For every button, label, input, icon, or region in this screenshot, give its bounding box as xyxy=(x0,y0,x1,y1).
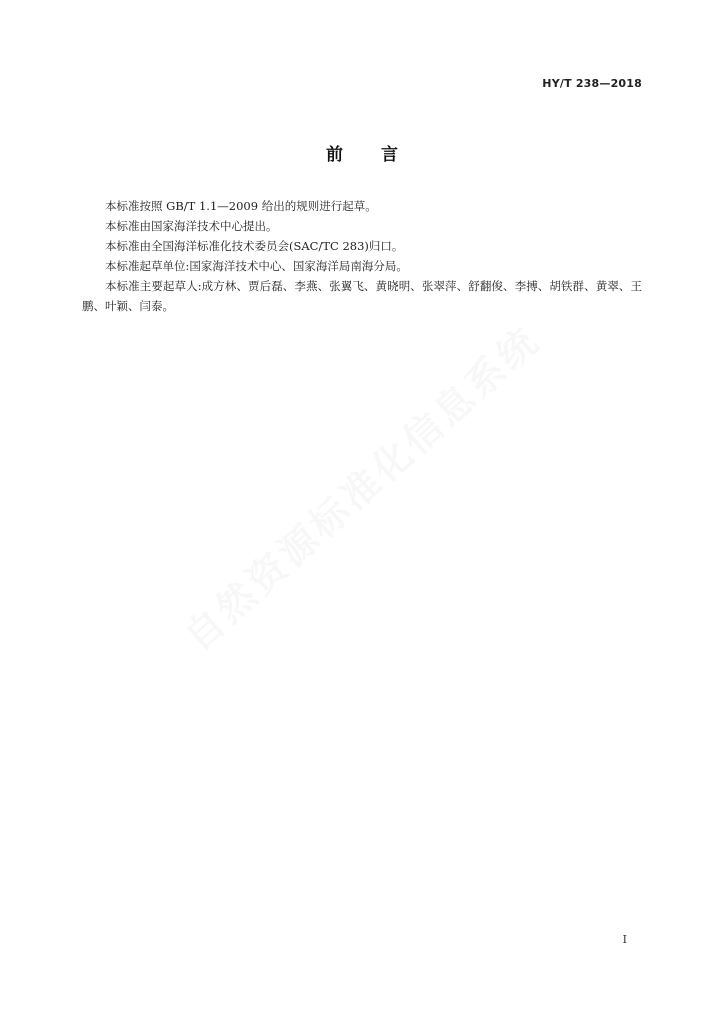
paragraph-drafters: 本标准主要起草人:成方林、贾后磊、李燕、张翼飞、黄晓明、张翠萍、舒翻俊、李搏、胡铁群、黄翠、王鹏、叶颖、闫泰。 xyxy=(82,279,642,313)
standard-code: HY/T 238—2018 xyxy=(542,77,642,90)
section-title-foreword: 前言 xyxy=(326,145,436,165)
foreword-body xyxy=(82,196,642,316)
paragraph-committee: 本标准由全国海洋标准化技术委员会(SAC/TC 283)归口。 xyxy=(105,239,404,253)
paragraph-drafting-units: 本标准起草单位:国家海洋技术中心、国家海洋局南海分局。 xyxy=(105,259,408,273)
watermark: 自然资源标准化信息系统 xyxy=(176,317,549,660)
page-number: I xyxy=(622,933,627,946)
paragraph-proposer: 本标准由国家海洋技术中心提出。 xyxy=(105,219,278,233)
paragraph-drafting-rules: 本标准按照 GB/T 1.1—2009 给出的规则进行起草。 xyxy=(105,199,377,213)
